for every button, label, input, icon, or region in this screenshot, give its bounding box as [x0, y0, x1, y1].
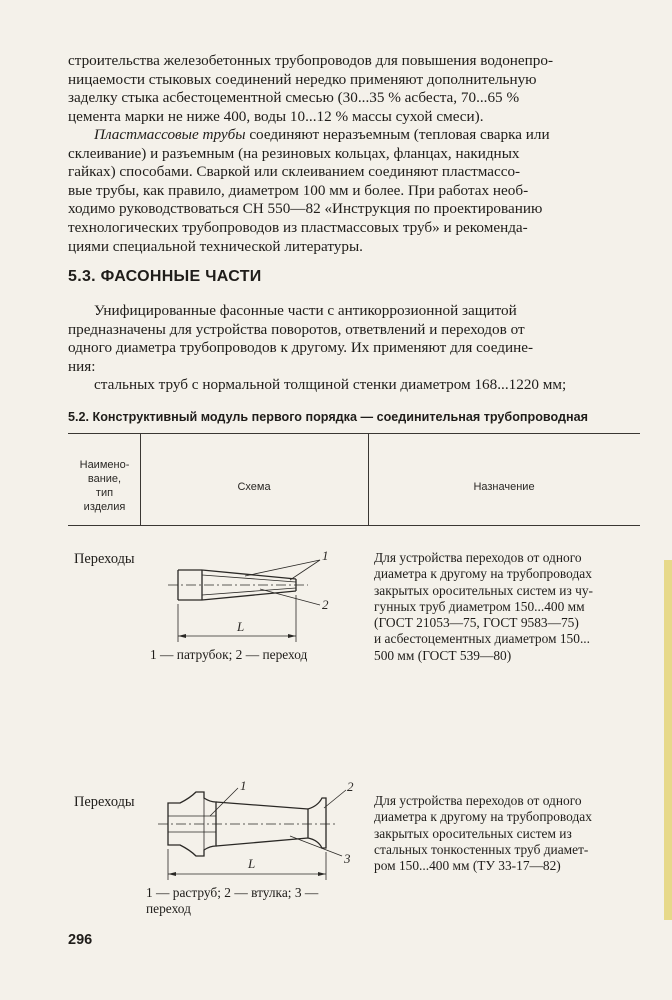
drawing-line: [202, 570, 296, 579]
drawing-line: [216, 802, 308, 809]
section-heading: 5.3. ФАСОННЫЕ ЧАСТИ: [68, 268, 262, 285]
adapter-diagram-2: [150, 776, 365, 886]
text-line: ния:: [68, 357, 96, 375]
text-line: заделку стыка асбестоцементной смесью (30...35 % асбеста, 70...65 %: [68, 89, 520, 107]
diagram-caption: 1 — патрубок; 2 — переход: [150, 647, 308, 662]
leader-line: [245, 560, 320, 576]
row-purpose: [374, 793, 640, 874]
text-line: одного диаметра трубопроводов к другому. Их применяют для соедине-: [68, 339, 534, 357]
text-line: [68, 126, 640, 145]
diagram-label: 3: [344, 851, 351, 866]
text-line: и асбестоцементных диаметром 150...: [374, 631, 590, 647]
page-number: 296: [68, 932, 93, 948]
diagram-label: 2: [322, 597, 329, 612]
diagram-label: L: [248, 856, 256, 871]
text-line: гунных труб диаметром 150...400 мм: [374, 598, 585, 614]
row-type-label: Переходы: [74, 551, 135, 567]
text-line: стальных тонкостенных труб диамет-: [374, 841, 589, 857]
text-line: ром 150...400 мм (ТУ 33-17—82): [374, 858, 561, 874]
page-edge-strip: [664, 560, 672, 920]
italic-term: Пластмассовые трубы: [94, 126, 246, 143]
text-line: гайках) способами. Сваркой или склеиванием соединяют пластмассо-: [68, 163, 521, 181]
text-line: закрытых оросительных систем из чу-: [374, 582, 594, 598]
text-line: диаметра к другому на трубопроводах: [374, 566, 592, 582]
header-text: тип: [95, 487, 114, 499]
header-text: вание,: [87, 473, 122, 485]
table-top-rule: [68, 433, 640, 434]
text-line: склеивание) и разъемным (на резиновых кольцах, фланцах, накидных: [68, 144, 520, 162]
drawing-line: [202, 591, 296, 600]
header-text: изделия: [83, 501, 126, 513]
adapter-diagram-1: [150, 548, 350, 648]
leader-line: [290, 836, 342, 856]
text-line: ходимо руководствоваться СН 550—82 «Инструкция по проектированию: [68, 200, 543, 218]
paragraph-3: [68, 302, 640, 395]
header-type: [68, 458, 141, 514]
table-header-rule: [68, 525, 640, 526]
row-purpose: [374, 550, 640, 664]
dimension-arrow: [288, 634, 296, 638]
text-line: предназначены для устройства поворотов, ответвлений и переходов от: [68, 320, 525, 338]
dimension-arrow: [178, 634, 186, 638]
caption-line: переход: [146, 901, 191, 916]
text-line: Для устройства переходов от одного: [374, 550, 582, 565]
caption-line: 1 — раструб; 2 — втулка; 3 —: [146, 885, 319, 900]
text-span: соединяют неразъемным (тепловая сварка или: [245, 126, 550, 143]
text-line: циями специальной технической литературы.: [68, 237, 363, 255]
text-line: диаметра к другому на трубопроводах: [374, 809, 592, 825]
diagram-label: 1: [240, 778, 247, 793]
dimension-arrow: [168, 872, 176, 876]
header-purpose: Назначение: [473, 481, 535, 493]
dimension-arrow: [318, 872, 326, 876]
text-line: закрытых оросительных систем из: [374, 825, 572, 841]
table-title: 5.2. Конструктивный модуль первого порядка — соединительная трубопроводная: [68, 410, 588, 424]
diagram-label: L: [237, 619, 245, 634]
text-line: вые трубы, как правило, диаметром 100 мм и более. При работах необ-: [68, 181, 529, 199]
paragraph-2: [68, 126, 640, 256]
paragraph-1: [68, 52, 640, 126]
text-line: (ГОСТ 21053—75, ГОСТ 9583—75): [374, 615, 579, 631]
text-line: Унифицированные фасонные части с антикоррозионной защитой: [94, 302, 517, 319]
text-line: стальных труб с нормальной толщиной стенки диаметром 168...1220 мм;: [94, 376, 567, 394]
drawing-line: [202, 575, 296, 582]
text-line: ницаемости стыковых соединений нередко применяют дополнительную: [68, 70, 537, 88]
row-type-label: Переходы: [74, 794, 135, 810]
diagram-caption: [146, 885, 318, 917]
table-column-divider: [368, 433, 369, 525]
text-line: технологических трубопроводов из пластмассовых труб» и рекоменда-: [68, 218, 528, 236]
text-line: цемента марки не ниже 400, воды 10...12 % массы сухой смеси).: [68, 107, 484, 125]
diagram-label: 1: [322, 548, 329, 563]
drawing-line: [216, 838, 308, 846]
drawing-sleeve: [308, 798, 326, 848]
diagram-label: 2: [347, 779, 354, 794]
header-scheme: Схема: [237, 481, 271, 493]
leader-line: [324, 790, 346, 808]
drawing-line: [202, 588, 296, 595]
text-line: строительства железобетонных трубопроводов для повышения водонепро-: [68, 52, 554, 69]
text-line: 500 мм (ГОСТ 539—80): [374, 647, 512, 663]
text-line: Для устройства переходов от одного: [374, 793, 582, 808]
header-text: Наимено-: [79, 459, 130, 471]
